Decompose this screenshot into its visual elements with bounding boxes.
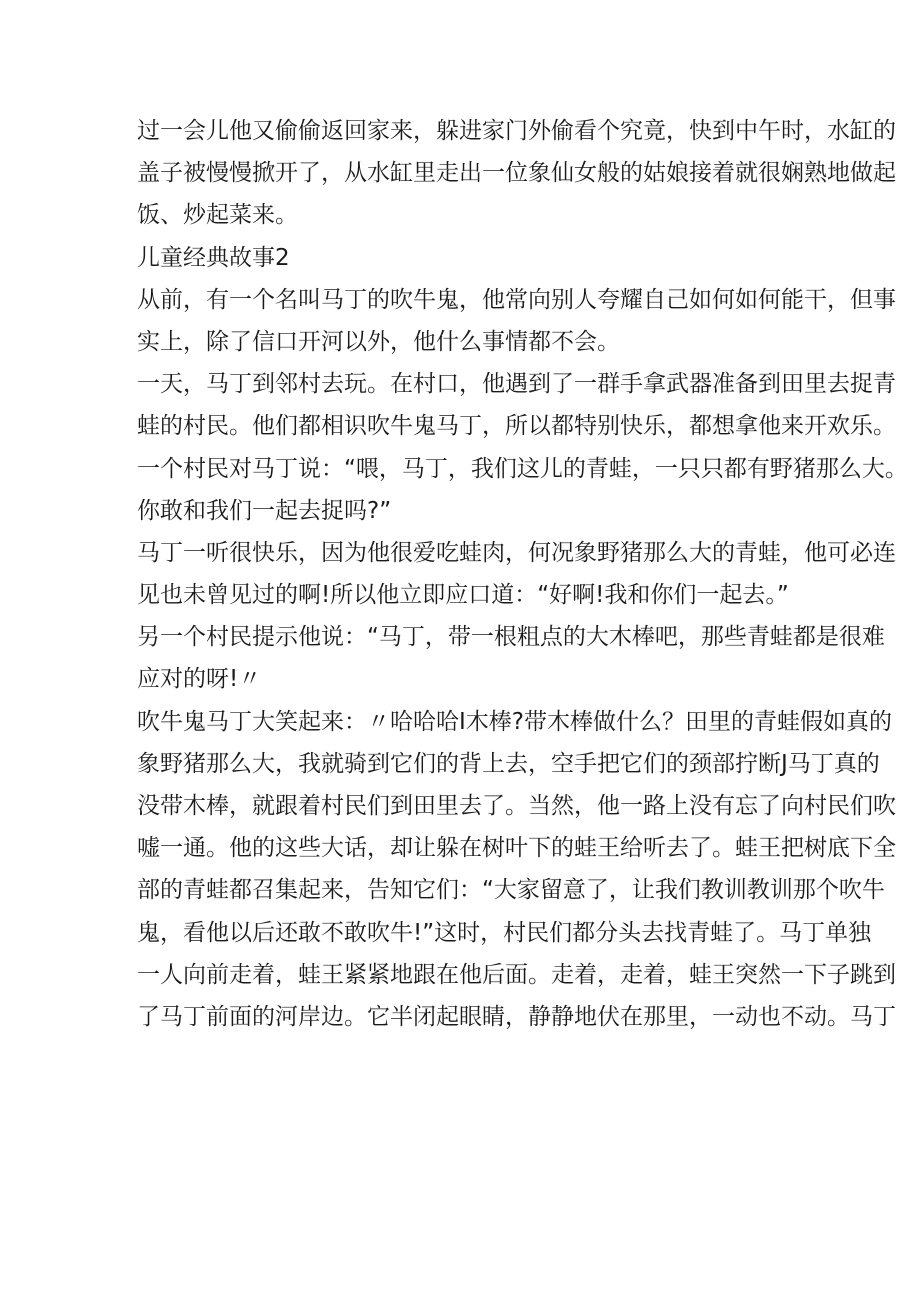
section-heading <box>137 237 797 279</box>
text-line: 应对的呀!〃 <box>137 666 262 693</box>
paragraph-2 <box>137 279 896 363</box>
text-line: 嘘一通。他的这些大话，却让躲在树叶下的蛙王给听去了。蛙王把树底下全 <box>137 835 896 862</box>
text-line: 一人向前走着，蛙王紧紧地跟在他后面。走着，走着，蛙王突然一下子跳到 <box>137 961 896 988</box>
text-line: 吹牛鬼马丁大笑起来：〃哈哈哈I木棒?带木棒做什么？田里的青蛙假如真的 <box>137 708 892 735</box>
text-line: 象野猪那么大，我就骑到它们的背上去，空手把它们的颈部拧断J马丁真的 <box>137 750 880 777</box>
paragraph-1 <box>137 110 896 237</box>
text-line: 一天，马丁到邻村去玩。在村口，他遇到了一群手拿武器准备到田里去捉青 <box>137 371 896 398</box>
text-line: 没带木棒，就跟着村民们到田里去了。当然，他一路上没有忘了向村民们吹 <box>137 793 896 819</box>
text-line: 你敢和我们一起去捉吗?” <box>137 497 392 524</box>
text-line: 另一个村民提示他说：“马丁，带一根粗点的大木棒吧，那些青蛙都是很难 <box>137 624 885 651</box>
heading-text: 儿童经典故事2 <box>137 244 290 271</box>
paragraph-4 <box>137 532 896 616</box>
text-line: 饭、炒起菜来。 <box>137 202 298 229</box>
text-line: 过一会儿他又偷偷返回家来，躲进家门外偷看个究竟，快到中午时，水缸的 <box>137 118 896 144</box>
text-line: 部的青蛙都召集起来，告知它们：“大家留意了，让我们教训教训那个吹牛 <box>137 877 885 904</box>
text-line: 鬼，看他以后还敢不敢吹牛!”这时，村民们都分头去找青蛙了。马丁单独 <box>137 919 872 946</box>
text-line: 见也未曾见过的啊!所以他立即应口道：“好啊!我和你们一起去。” <box>137 582 789 609</box>
text-line: 实上，除了信口开河以外，他什么事情都不会。 <box>137 328 620 355</box>
paragraph-6 <box>137 701 896 1039</box>
paragraph-5 <box>137 616 885 700</box>
text-line: 一个村民对马丁说：“喂，马丁，我们这儿的青蛙，一只只都有野猪那么大。 <box>137 455 908 482</box>
text-line: 从前，有一个名叫马丁的吹牛鬼，他常向别人夸耀自己如何如何能干，但事 <box>137 286 896 313</box>
paragraph-3 <box>137 363 908 532</box>
text-line: 盖子被慢慢掀开了，从水缸里走出一位象仙女般的姑娘接着就很娴熟地做起 <box>137 160 896 187</box>
text-line: 蛙的村民。他们都相识吹牛鬼马丁，所以都特别快乐，都想拿他来开欢乐。 <box>137 413 896 440</box>
text-line: 了马丁前面的河岸边。它半闭起眼睛，静静地伏在那里，一动也不动。马丁 <box>137 1003 896 1030</box>
text-line: 马丁一听很快乐，因为他很爱吃蛙肉，何况象野猪那么大的青蛙，他可必连 <box>137 539 896 566</box>
document-body <box>137 110 908 1038</box>
